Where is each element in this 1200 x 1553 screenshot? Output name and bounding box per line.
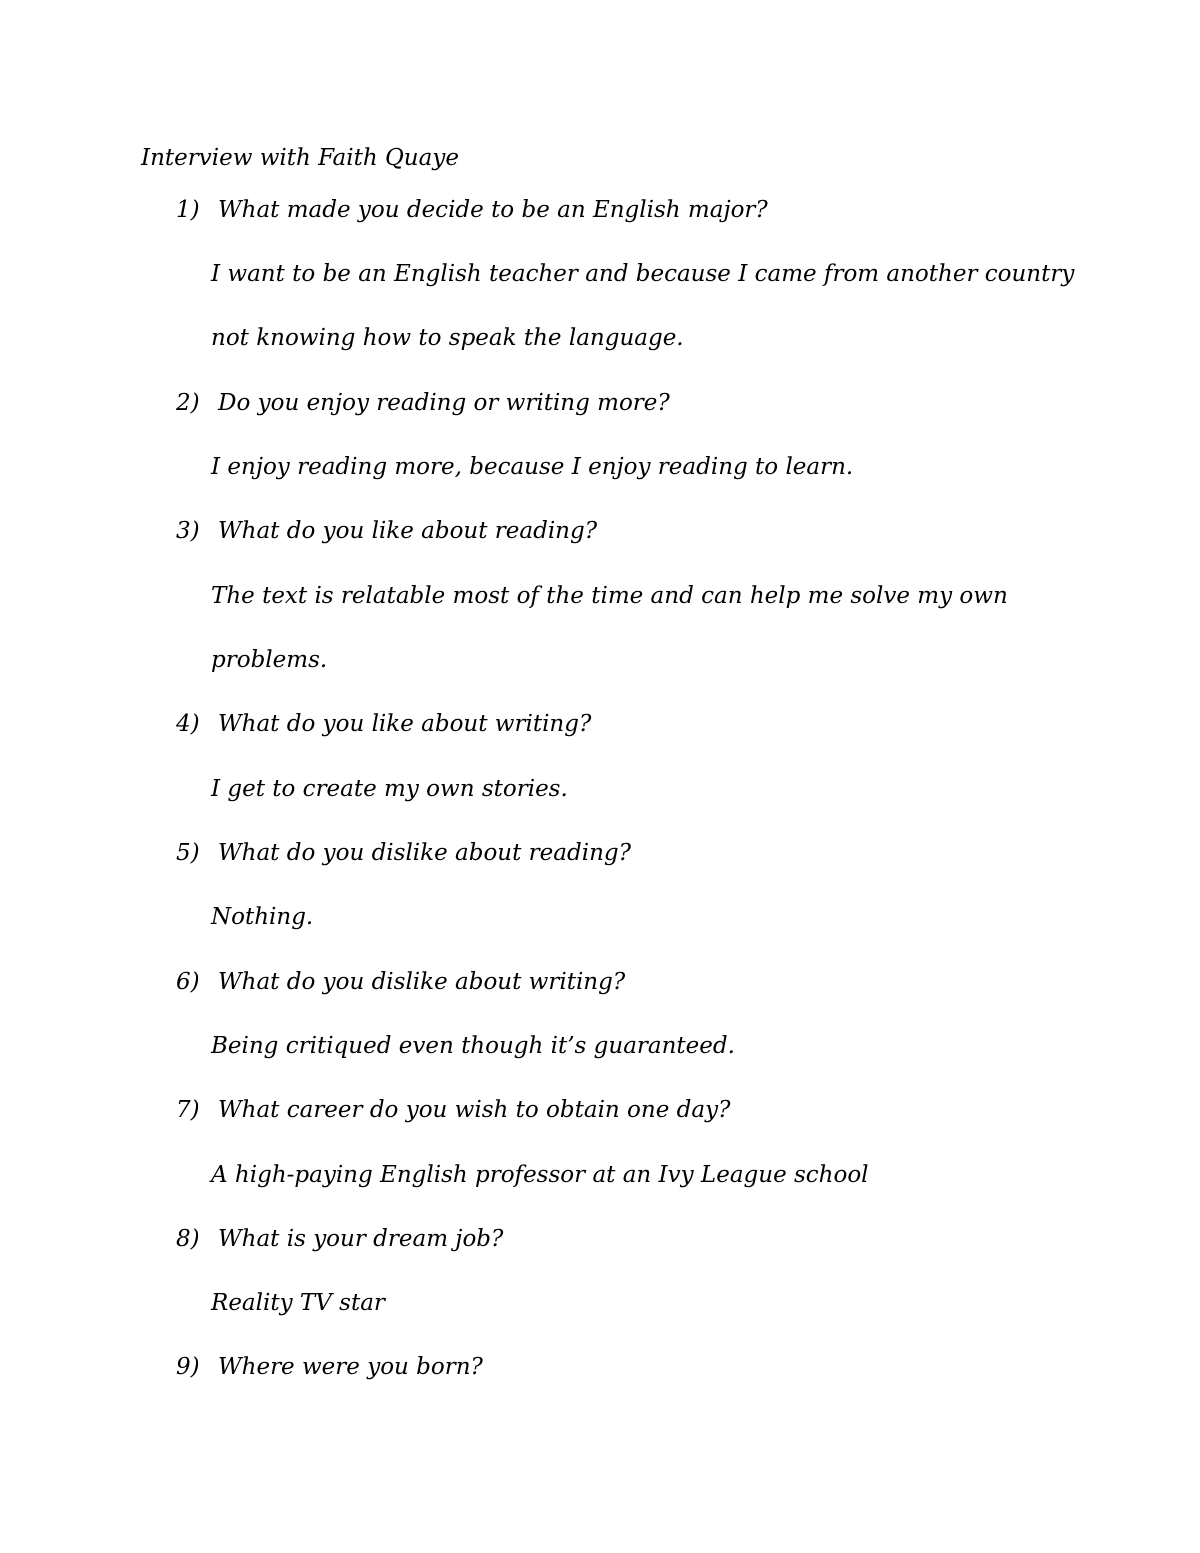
question-number: 7) [176,1097,200,1123]
answer-4-line-1: I get to create my own stories. [211,776,568,802]
question-2 [176,387,670,419]
question-number: 8) [176,1226,200,1252]
question-number: 4) [176,711,200,737]
question-1 [176,194,768,226]
answer-3-line-1: The text is relatable most of the time and can help me solve my own [211,583,1008,609]
answer-1-line-1: I want to be an English teacher and because I came from another country [211,261,1075,287]
question-8 [176,1223,503,1255]
question-text: What do you like about writing? [218,711,592,737]
question-number: 6) [176,969,200,995]
answer-8-line-1: Reality TV star [211,1290,385,1316]
question-text: What do you dislike about reading? [218,840,631,866]
question-number: 3) [176,518,200,544]
answer-6-line-1: Being critiqued even though it’s guaranteed. [211,1033,735,1059]
question-text: Where were you born? [218,1354,483,1380]
question-3 [176,515,597,547]
question-text: What do you dislike about writing? [218,969,626,995]
document-title: Interview with Faith Quaye [141,145,459,171]
question-4 [176,708,591,740]
question-text: What is your dream job? [218,1226,504,1252]
answer-7-line-1: A high-paying English professor at an Ivy League school [211,1162,869,1188]
question-text: What do you like about reading? [218,518,598,544]
question-number: 1) [176,197,200,223]
question-7 [176,1094,730,1126]
question-6 [176,966,625,998]
answer-5-line-1: Nothing. [211,904,314,930]
question-text: Do you enjoy reading or writing more? [218,390,670,416]
question-5 [176,837,631,869]
question-text: What made you decide to be an English major? [218,197,768,223]
answer-2-line-1: I enjoy reading more, because I enjoy reading to learn. [211,454,854,480]
question-number: 9) [176,1354,200,1380]
answer-3-line-2: problems. [211,647,328,673]
question-number: 2) [176,390,200,416]
question-number: 5) [176,840,200,866]
answer-1-line-2: not knowing how to speak the language. [211,325,684,351]
question-9 [176,1351,483,1383]
question-text: What career do you wish to obtain one day? [218,1097,731,1123]
